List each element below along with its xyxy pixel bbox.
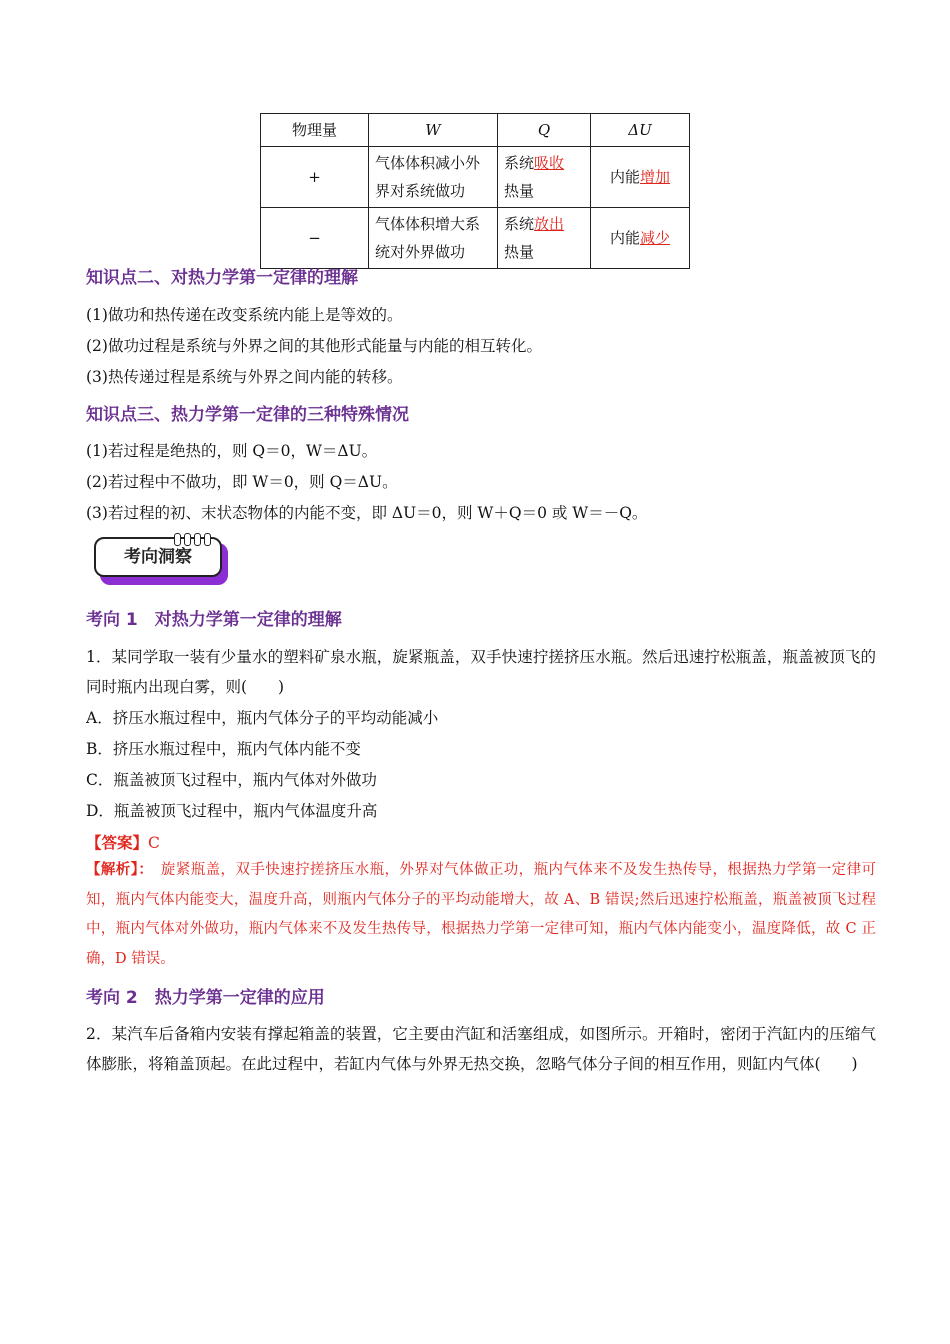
table-header-cell: Q bbox=[498, 114, 591, 147]
table-header-row bbox=[261, 114, 690, 147]
table-header-cell: 物理量 bbox=[261, 114, 369, 147]
question-text: 2．某汽车后备箱内安装有撑起箱盖的装置，它主要由汽缸和活塞组成，如图所示。开箱时，密闭于汽缸内的压缩气体膨胀，将箱盖顶起。在此过程中，若缸内气体与外界无热交换，忽略气体分子间的相互作用，则缸内气体( ) bbox=[86, 1025, 876, 1073]
sign-cell: − bbox=[261, 208, 369, 269]
answer-label: 【答案】 bbox=[86, 834, 149, 852]
table-header-cell: W bbox=[369, 114, 498, 147]
option-item: A．挤压水瓶过程中，瓶内气体分子的平均动能减小 bbox=[86, 709, 439, 727]
sign-cell: + bbox=[261, 147, 369, 208]
list-item: (2)若过程中不做功，即 W＝0，则 Q＝ΔU。 bbox=[86, 473, 398, 491]
list-item: (3)若过程的初、末状态物体的内能不变，即 ΔU＝0，则 W＋Q＝0 或 W＝－Q。 bbox=[86, 504, 648, 522]
answer-line bbox=[86, 831, 160, 853]
list-item: (1)做功和热传递在改变系统内能上是等效的。 bbox=[86, 306, 403, 324]
heat-cell: 系统吸收 热量 bbox=[498, 147, 591, 208]
direction-heading: 考向 1 对热力学第一定律的理解 bbox=[86, 610, 342, 630]
table-header-cell: ΔU bbox=[591, 114, 690, 147]
option-item: D．瓶盖被顶飞过程中，瓶内气体温度升高 bbox=[86, 802, 378, 820]
badge-label: 考向洞察 bbox=[124, 547, 192, 567]
table-row bbox=[261, 147, 690, 208]
physics-quantity-table bbox=[260, 113, 690, 269]
energy-cell: 内能增加 bbox=[591, 147, 690, 208]
option-item: B．挤压水瓶过程中，瓶内气体内能不变 bbox=[86, 740, 361, 758]
section-heading: 知识点二、对热力学第一定律的理解 bbox=[86, 268, 358, 288]
option-item: C．瓶盖被顶飞过程中，瓶内气体对外做功 bbox=[86, 771, 377, 789]
analysis-text: 【解析】： 旋紧瓶盖，双手快速拧搓挤压水瓶，外界对气体做正功，瓶内气体来不及发生热传导，根据热力学第一定律可知，瓶内气体内能变大，温度升高，则瓶内气体分子的平均动能增大，故 A、B 错误;然后迅速拧松瓶盖，瓶盖被顶飞过程中，瓶内气体对外做功，瓶内气体来不及发生热传导，根据热力学第一定律可知，瓶内气体内能变小，温度降低，故 C 正确，D 错误。 bbox=[86, 862, 876, 967]
keyword: 吸收 bbox=[534, 154, 565, 172]
keyword: 增加 bbox=[640, 168, 671, 186]
work-desc-cell: 气体体积减小外界对系统做功 bbox=[369, 147, 498, 208]
keyword: 放出 bbox=[534, 215, 565, 233]
question-text: 1．某同学取一装有少量水的塑料矿泉水瓶，旋紧瓶盖，双手快速拧搓挤压水瓶。然后迅速拧松瓶盖，瓶盖被顶飞的同时瓶内出现白雾，则( ) bbox=[86, 648, 876, 696]
table-row bbox=[261, 208, 690, 269]
answer-value: C bbox=[148, 834, 160, 852]
analysis-label: 【解析】： bbox=[86, 862, 147, 878]
list-item: (2)做功过程是系统与外界之间的其他形式能量与内能的相互转化。 bbox=[86, 337, 542, 355]
keyword: 减少 bbox=[640, 229, 671, 247]
heat-cell: 系统放出 热量 bbox=[498, 208, 591, 269]
energy-cell: 内能减少 bbox=[591, 208, 690, 269]
section-heading: 知识点三、热力学第一定律的三种特殊情况 bbox=[86, 405, 409, 425]
work-desc-cell: 气体体积增大系统对外界做功 bbox=[369, 208, 498, 269]
list-item: (1)若过程是绝热的，则 Q＝0，W＝ΔU。 bbox=[86, 442, 378, 460]
direction-heading: 考向 2 热力学第一定律的应用 bbox=[86, 988, 325, 1008]
section-badge bbox=[94, 537, 230, 587]
list-item: (3)热传递过程是系统与外界之间内能的转移。 bbox=[86, 368, 403, 386]
